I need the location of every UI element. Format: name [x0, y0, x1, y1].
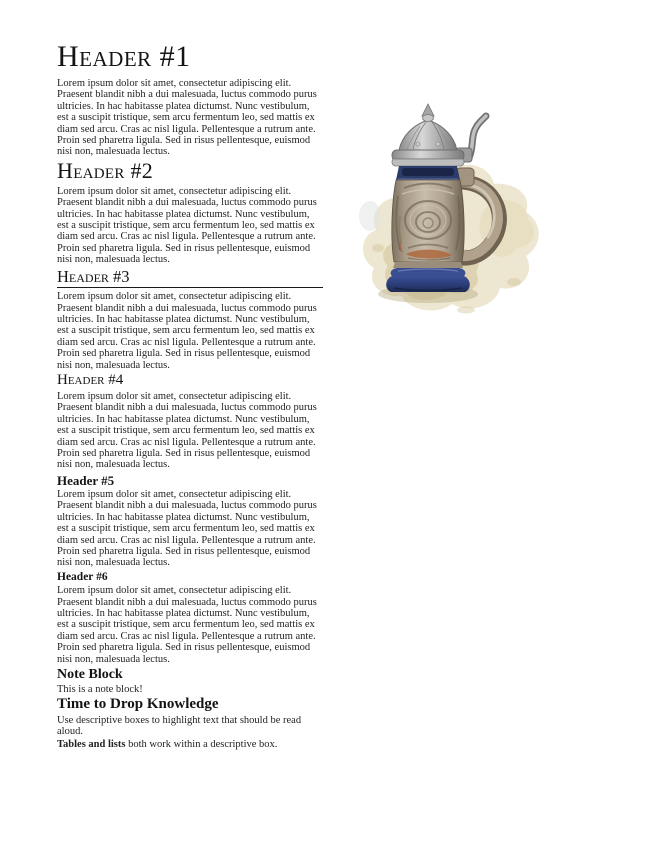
header-5: Header #5 — [57, 472, 115, 488]
text-column — [57, 42, 323, 751]
stein-base-shape — [386, 262, 470, 292]
stein-lid-shape — [392, 104, 464, 166]
section-header-5 — [57, 474, 323, 569]
header-1: Header #1 — [57, 40, 191, 73]
section-header-1 — [57, 42, 323, 158]
section-header-6 — [57, 572, 323, 665]
paragraph-4: Lorem ipsum dolor sit amet, consectetur adipiscing elit. Praesent blandit nibh a dui malesuada, luctus commodo purus ultricies. In hac habitasse platea dictumst. Nunc vestibulum, est a suscipit tristique, sem arcu fermentum leo, sed mattis ex diam sed arcu. Cras ac nisl ligula. Pellentesque a rutrum ante. Proin sed pharetra ligula. Sed in risus pellentesque, euismod nisi non, malesuada lectus. — [57, 391, 317, 471]
header-4: Header #4 — [57, 372, 124, 389]
section-header-4 — [57, 373, 323, 471]
stein-figure — [348, 96, 546, 321]
knowledge-block — [57, 697, 323, 750]
knowledge-block-title: Time to Drop Knowledge — [57, 696, 219, 713]
stein-body-shape — [392, 180, 464, 262]
knowledge-line2-bold: Tables and lists — [57, 738, 126, 750]
paragraph-5: Lorem ipsum dolor sit amet, consectetur adipiscing elit. Praesent blandit nibh a dui malesuada, luctus commodo purus ultricies. In hac habitasse platea dictumst. Nunc vestibulum, est a suscipit tristique, sem arcu fermentum leo, sed mattis ex diam sed arcu. Cras ac nisl ligula. Pellentesque a rutrum ante. Proin sed pharetra ligula. Sed in risus pellentesque, euismod nisi non, malesuada lectus. — [57, 488, 317, 569]
note-block-title: Note Block — [57, 667, 123, 683]
rim-band-shape — [396, 166, 460, 180]
paragraph-6: Lorem ipsum dolor sit amet, consectetur adipiscing elit. Praesent blandit nibh a dui malesuada, luctus commodo purus ultricies. In hac habitasse platea dictumst. Nunc vestibulum, est a suscipit tristique, sem arcu fermentum leo, sed mattis ex diam sed arcu. Cras ac nisl ligula. Pellentesque a rutrum ante. Proin sed pharetra ligula. Sed in risus pellentesque, euismod nisi non, malesuada lectus. — [57, 585, 317, 665]
beer-stein-illustration — [348, 96, 546, 321]
note-block — [57, 668, 323, 695]
paragraph-1: Lorem ipsum dolor sit amet, consectetur adipiscing elit. Praesent blandit nibh a dui malesuada, luctus commodo purus ultricies. In hac habitasse platea dictumst. Nunc vestibulum, est a suscipit tristique, sem arcu fermentum leo, sed mattis ex diam sed arcu. Cras ac nisl ligula. Pellentesque a rutrum ante. Proin sed pharetra ligula. Sed in risus pellentesque, euismod nisi non, malesuada lectus. — [57, 78, 317, 158]
section-header-2 — [57, 157, 323, 266]
knowledge-block-line2 — [57, 739, 323, 750]
paragraph-2: Lorem ipsum dolor sit amet, consectetur adipiscing elit. Praesent blandit nibh a dui malesuada, luctus commodo purus ultricies. In hac habitasse platea dictumst. Nunc vestibulum, est a suscipit tristique, sem arcu fermentum leo, sed mattis ex diam sed arcu. Cras ac nisl ligula. Pellentesque a rutrum ante. Proin sed pharetra ligula. Sed in risus pellentesque, euismod nisi non, malesuada lectus. — [57, 185, 317, 266]
paragraph-3: Lorem ipsum dolor sit amet, consectetur adipiscing elit. Praesent blandit nibh a dui malesuada, luctus commodo purus ultricies. In hac habitasse platea dictumst. Nunc vestibulum, est a suscipit tristique, sem arcu fermentum leo, sed mattis ex diam sed arcu. Cras ac nisl ligula. Pellentesque a rutrum ante. Proin sed pharetra ligula. Sed in risus pellentesque, euismod nisi non, malesuada lectus. — [57, 291, 317, 371]
header-6: Header #6 — [57, 570, 108, 583]
section-header-3 — [57, 266, 323, 371]
note-block-text: This is a note block! — [57, 683, 143, 695]
header-2: Header #2 — [57, 157, 154, 183]
knowledge-block-line1: Use descriptive boxes to highlight text that should be read aloud. — [57, 714, 302, 738]
header-3: Header #3 — [57, 269, 323, 289]
knowledge-line2-rest: both work within a descriptive box. — [125, 738, 278, 750]
